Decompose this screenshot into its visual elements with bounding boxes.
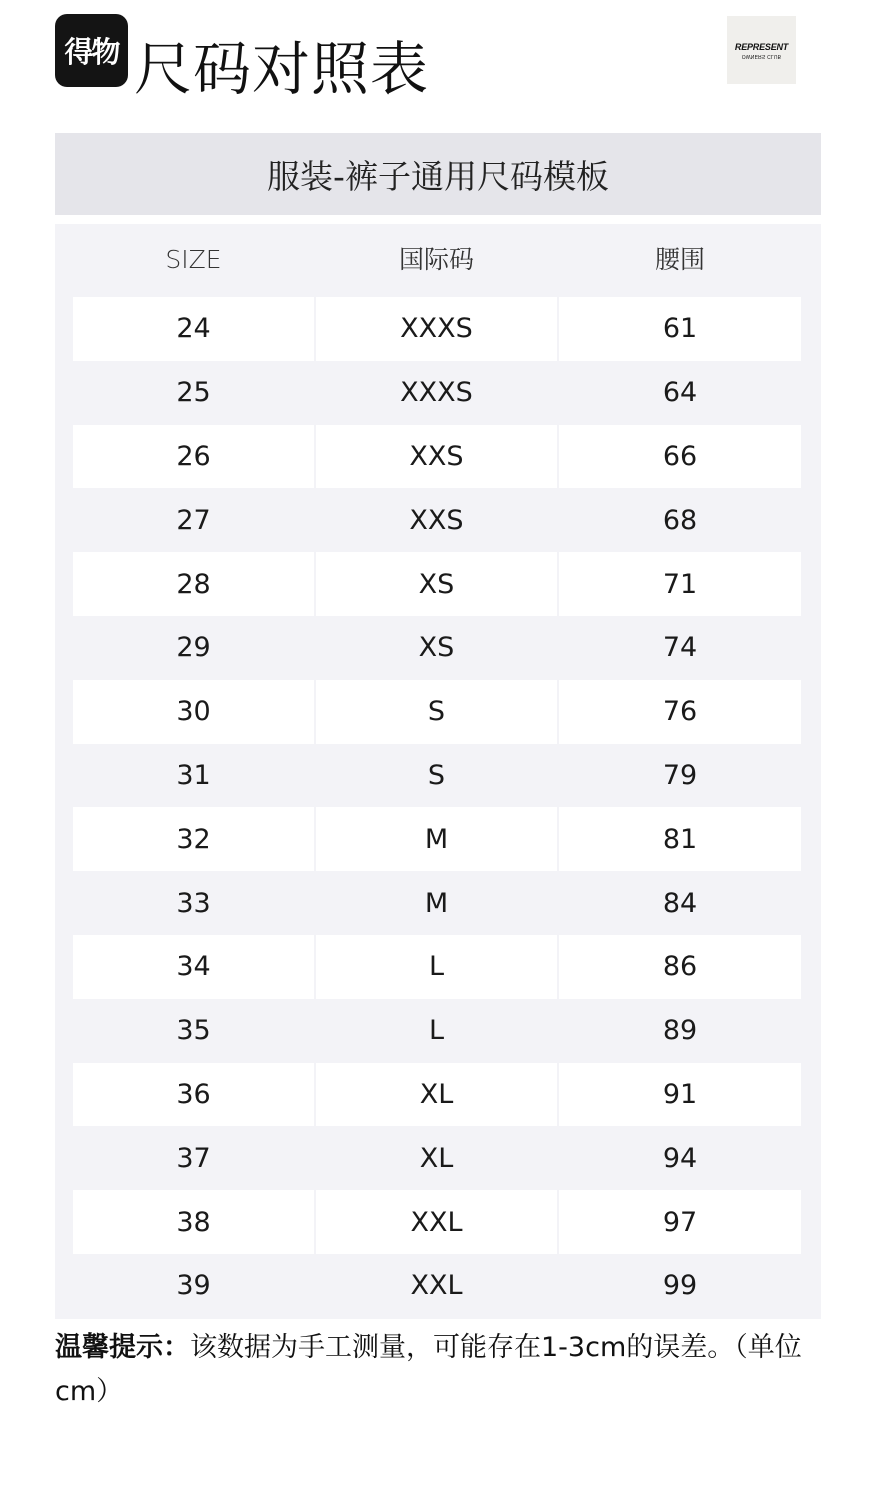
cell-waist: 68 [662,504,698,536]
cell-waist: 64 [662,377,698,409]
cell-intl-size: XXS [316,425,557,489]
cell-intl-size: XXL [316,1190,557,1254]
cell-size: 36 [73,1063,314,1127]
brand-subline: OWNERS CLUB [741,52,782,59]
cell-waist: 79 [662,759,698,791]
table-row [73,552,801,616]
cell-waist: 76 [559,680,801,744]
table-row [73,807,801,871]
cell-size: 28 [73,552,314,616]
column-header-waist: 腰围 [654,245,705,274]
brand-logo [727,16,796,84]
cell-intl-size: M [424,887,449,919]
table-row [73,1126,801,1190]
cell-waist: 94 [662,1142,698,1174]
cell-size: 31 [176,759,211,791]
measurement-tip [55,1326,835,1414]
column-header-intl-size: 国际码 [398,245,474,274]
cell-intl-size: XS [316,552,557,616]
cell-waist: 89 [662,1015,698,1047]
cell-waist: 84 [662,887,698,919]
cell-intl-size: XXS [409,504,464,536]
cell-waist: 74 [662,632,698,664]
table-row [73,871,801,935]
template-title: 服装-裤子通用尺码模板 [55,133,821,215]
cell-intl-size: XL [316,1063,557,1127]
cell-waist: 81 [559,807,801,871]
cell-waist: 86 [559,935,801,999]
cell-intl-size: XXL [410,1270,463,1302]
table-row [73,616,801,680]
table-row [73,488,801,552]
page-title: 尺码对照表 [134,35,430,103]
table-row [73,1063,801,1127]
cell-size: 29 [176,632,211,664]
cell-size: 33 [176,887,211,919]
cell-intl-size: XS [418,632,455,664]
cell-size: 24 [73,297,314,361]
cell-intl-size: S [316,680,557,744]
cell-size: 34 [73,935,314,999]
table-row [73,1254,801,1318]
cell-size: 32 [73,807,314,871]
table-row [73,1190,801,1254]
cell-intl-size: L [428,1015,445,1047]
brand-name: REPRESENT [734,41,789,52]
cell-size: 26 [73,425,314,489]
cell-waist: 66 [559,425,801,489]
cell-size: 35 [176,1015,211,1047]
cell-intl-size: M [316,807,557,871]
cell-size: 30 [73,680,314,744]
cell-waist: 99 [662,1270,698,1302]
cell-size: 27 [176,504,211,536]
table-row [73,999,801,1063]
table-row [73,744,801,808]
cell-waist: 97 [559,1190,801,1254]
cell-intl-size: XXXS [316,297,557,361]
cell-size: 37 [176,1142,211,1174]
column-header-size: SIZE [165,245,222,274]
table-row [73,935,801,999]
table-row [73,361,801,425]
size-table [55,224,821,1319]
cell-intl-size: XL [419,1142,454,1174]
table-row [73,297,801,361]
cell-size: 25 [176,377,211,409]
cell-waist: 61 [559,297,801,361]
cell-size: 38 [73,1190,314,1254]
table-row [73,425,801,489]
cell-size: 39 [176,1270,211,1302]
cell-waist: 91 [559,1063,801,1127]
dewu-logo: 得物 [55,14,128,87]
cell-waist: 71 [559,552,801,616]
table-row [73,680,801,744]
cell-intl-size: XXXS [400,377,473,409]
cell-intl-size: S [427,759,446,791]
tip-text: 该数据为手工测量，可能存在1-3cm的误差。（单位cm） [55,1332,802,1407]
tip-label: 温馨提示： [55,1332,190,1363]
cell-intl-size: L [316,935,557,999]
